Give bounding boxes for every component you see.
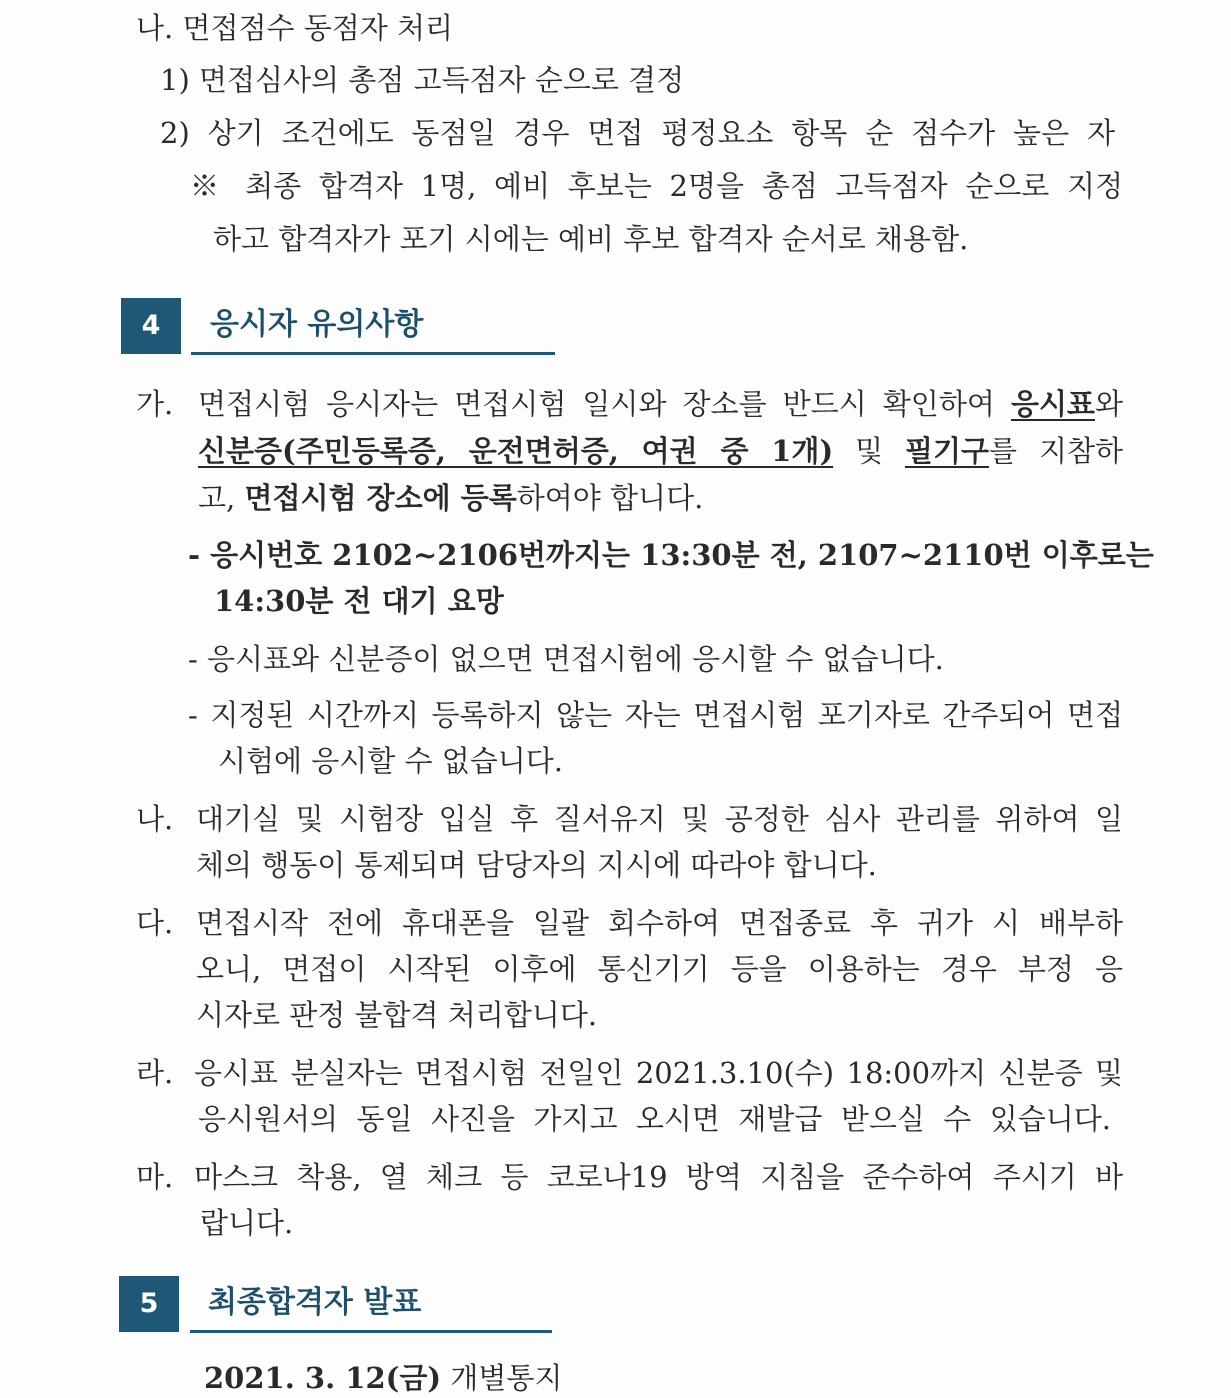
item-ga-line-3 <box>198 480 703 516</box>
tie-heading: 나. 면접점수 동점자 처리 <box>136 11 454 45</box>
id-card-label: 신분증(주민등록증, 운전면허증, 여권 중 1개) <box>198 434 834 468</box>
announcement-date-value: 2021. 3. 12(금) <box>204 1361 442 1395</box>
item-da-line-1: 면접시작 전에 휴대폰을 일괄 회수하여 면접종료 후 귀가 시 배부하 <box>196 906 1123 940</box>
item-da-line-2: 오니, 면접이 시작된 이후에 통신기기 등을 이용하는 경우 부정 응 <box>196 952 1123 986</box>
item-na-line-1: 대기실 및 시험장 입실 후 질서유지 및 공정한 심사 관리를 위하여 일 <box>196 802 1123 836</box>
item-ga-line-1-text: 면접시험 응시자는 면접시험 일시와 장소를 반드시 확인하여 <box>198 387 1011 421</box>
section-4-number: 4 <box>121 298 181 354</box>
item-da-marker: 다. <box>136 906 174 940</box>
waiting-time-line-2: 14:30분 전 대기 요망 <box>214 584 504 618</box>
admission-ticket-label: 응시표 <box>1010 387 1095 421</box>
item-ga-line-2 <box>198 433 1123 469</box>
item-ma-line-1: 마스크 착용, 열 체크 등 코로나19 방역 지침을 준수하여 주시기 바 <box>194 1160 1123 1194</box>
late-registration-line-1: - 지정된 시간까지 등록하지 않는 자는 면접시험 포기자로 간주되어 면접 <box>188 698 1123 732</box>
waiting-time-line-1: - 응시번호 2102~2106번까지는 13:30분 전, 2107~2110번 이후로는 <box>188 538 1154 572</box>
section-5-number: 5 <box>119 1276 179 1332</box>
item-ra-marker: 라. <box>136 1056 174 1090</box>
item-ga-marker: 가. <box>136 387 174 421</box>
item-ga-line-3-start: 고, <box>198 481 245 515</box>
item-ra-line-1: 응시표 분실자는 면접시험 전일인 2021.3.10(수) 18:00까지 신분증 및 <box>194 1056 1123 1090</box>
item-na-marker: 나. <box>136 802 174 836</box>
item-da-line-3: 시자로 판정 불합격 처리합니다. <box>196 998 598 1032</box>
tie-note-line-2: 하고 합격자가 포기 시에는 예비 후보 합격자 순서로 채용함. <box>213 222 969 256</box>
announcement-method: 개별통지 <box>441 1361 563 1395</box>
tie-item-2: 2) 상기 조건에도 동점일 경우 면접 평정요소 항목 순 점수가 높은 자 <box>160 116 1115 150</box>
section-5-rule <box>190 1330 552 1333</box>
no-ticket-note: - 응시표와 신분증이 없으면 면접시험에 응시할 수 없습니다. <box>188 642 944 676</box>
item-ga-line-2-mid: 및 <box>833 434 905 468</box>
tie-note-line-1: ※ 최종 합격자 1명, 예비 후보는 2명을 총점 고득점자 순으로 지정 <box>190 169 1123 203</box>
item-na-line-2: 체의 행동이 통제되며 담당자의 지시에 따라야 합니다. <box>196 848 877 882</box>
item-ga-line-1-end: 와 <box>1094 387 1123 421</box>
section-4-rule <box>191 352 555 355</box>
item-ga-line-3-end: 하여야 합니다. <box>516 481 704 515</box>
item-ra-line-2: 응시원서의 동일 사진을 가지고 오시면 재발급 받으실 수 있습니다. <box>198 1102 1111 1136</box>
item-ma-marker: 마. <box>136 1160 174 1194</box>
item-ga-line-1 <box>198 386 1123 422</box>
tie-item-1: 1) 면접심사의 총점 고득점자 순으로 결정 <box>160 63 685 97</box>
item-ga-line-2-end: 를 지참하 <box>989 434 1124 468</box>
register-at-venue: 면접시험 장소에 등록 <box>244 481 517 515</box>
item-ma-line-2: 랍니다. <box>200 1206 294 1240</box>
announcement-date <box>204 1360 562 1396</box>
section-5-title: 최종합격자 발표 <box>208 1285 422 1320</box>
late-registration-line-2: 시험에 응시할 수 없습니다. <box>218 744 564 778</box>
writing-tools-label: 필기구 <box>905 434 990 468</box>
section-4-title: 응시자 유의사항 <box>210 307 424 342</box>
